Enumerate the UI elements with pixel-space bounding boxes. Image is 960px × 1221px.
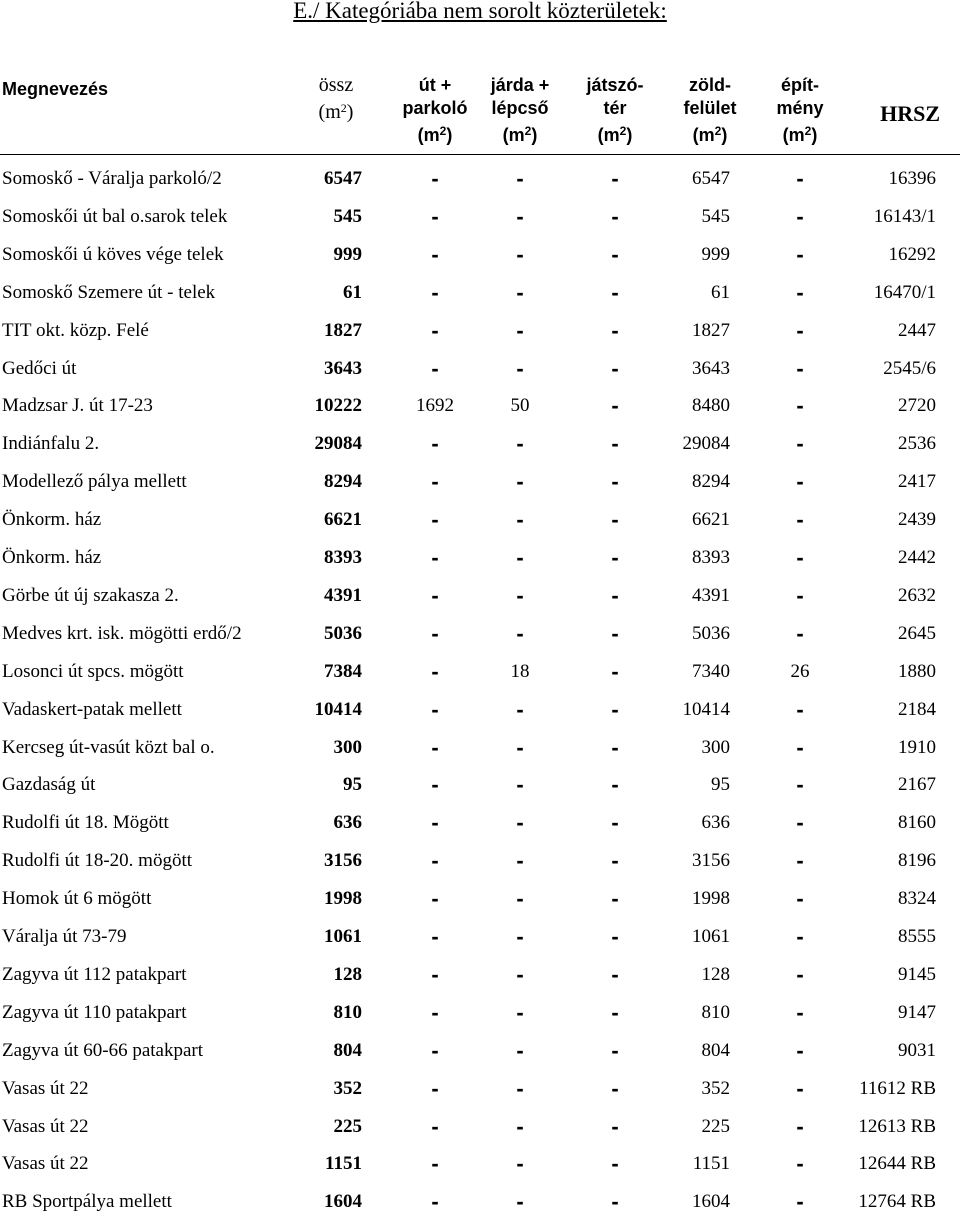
cell-jatszo: - bbox=[611, 962, 619, 987]
cell-jarda: - bbox=[516, 697, 524, 722]
cell-jatszo: - bbox=[611, 659, 619, 684]
cell-epit: - bbox=[796, 318, 804, 343]
cell-hrsz: 2720 bbox=[898, 395, 936, 416]
cell-epit: - bbox=[796, 697, 804, 722]
table-row bbox=[0, 160, 960, 198]
cell-hrsz: 9031 bbox=[898, 1040, 936, 1061]
cell-jatszo: - bbox=[611, 431, 619, 456]
cell-epit: - bbox=[796, 962, 804, 987]
cell-hrsz: 2632 bbox=[898, 585, 936, 606]
cell-epit: - bbox=[796, 886, 804, 911]
cell-jatszo: - bbox=[611, 507, 619, 532]
header-jarda-lepcso: járda + lépcső $(m^2)$ bbox=[490, 75, 550, 145]
cell-zold: 1151 bbox=[692, 1153, 730, 1174]
cell-hrsz: 2184 bbox=[898, 699, 936, 720]
cell-ossz: 352 bbox=[333, 1078, 362, 1099]
cell-zold: 8480 bbox=[692, 395, 730, 416]
cell-jatszo: - bbox=[611, 810, 619, 835]
cell-hrsz: 8160 bbox=[898, 812, 936, 833]
cell-jatszo: - bbox=[611, 469, 619, 494]
cell-hrsz: 2167 bbox=[898, 774, 936, 795]
cell-ut: - bbox=[431, 1076, 439, 1101]
cell-jatszo: - bbox=[611, 848, 619, 873]
cell-epit: - bbox=[796, 735, 804, 760]
cell-ossz: 8294 bbox=[324, 471, 362, 492]
cell-zold: 1604 bbox=[692, 1191, 730, 1212]
cell-hrsz: 1910 bbox=[898, 737, 936, 758]
cell-name: Madzsar J. út 17-23 bbox=[2, 395, 153, 416]
cell-zold: 7340 bbox=[692, 661, 730, 682]
cell-zold: 128 bbox=[701, 964, 730, 985]
cell-jarda: - bbox=[516, 886, 524, 911]
cell-name: Losonci út spcs. mögött bbox=[2, 661, 184, 682]
cell-zold: 804 bbox=[701, 1040, 730, 1061]
table-row bbox=[0, 691, 960, 729]
table-row bbox=[0, 1183, 960, 1221]
cell-epit: - bbox=[796, 848, 804, 873]
cell-ossz: 804 bbox=[333, 1040, 362, 1061]
table-row bbox=[0, 729, 960, 767]
cell-hrsz: 16292 bbox=[888, 244, 936, 265]
cell-ut: - bbox=[431, 659, 439, 684]
cell-ut: - bbox=[431, 1151, 439, 1176]
cell-name: Gazdaság út bbox=[2, 774, 96, 795]
cell-ossz: 6621 bbox=[324, 509, 362, 530]
cell-jarda: - bbox=[516, 1076, 524, 1101]
cell-name: Vasas út 22 bbox=[2, 1116, 89, 1137]
cell-zold: 95 bbox=[711, 774, 730, 795]
cell-ossz: 4391 bbox=[324, 585, 362, 606]
cell-epit: - bbox=[796, 280, 804, 305]
table-header bbox=[0, 74, 960, 155]
cell-jatszo: - bbox=[611, 924, 619, 949]
cell-hrsz: 12644 RB bbox=[858, 1153, 936, 1174]
cell-ossz: 1151 bbox=[325, 1153, 362, 1174]
cell-ossz: 225 bbox=[333, 1116, 362, 1137]
table-row bbox=[0, 198, 960, 236]
table-row bbox=[0, 539, 960, 577]
header-megnevezes: Megnevezés bbox=[2, 79, 109, 99]
cell-ossz: 810 bbox=[333, 1002, 362, 1023]
cell-hrsz: 8196 bbox=[898, 850, 936, 871]
header-ut-parkolo: út + parkoló $(m^2)$ bbox=[402, 75, 468, 145]
cell-zold: 3643 bbox=[692, 358, 730, 379]
table-row bbox=[0, 615, 960, 653]
cell-jatszo: - bbox=[611, 204, 619, 229]
cell-jatszo: - bbox=[611, 583, 619, 608]
cell-hrsz: 16143/1 bbox=[873, 206, 936, 227]
cell-hrsz: 8324 bbox=[898, 888, 936, 909]
table-row bbox=[0, 1145, 960, 1183]
cell-epit: - bbox=[796, 1151, 804, 1176]
cell-zold: 61 bbox=[711, 282, 730, 303]
cell-jatszo: - bbox=[611, 1000, 619, 1025]
table-row bbox=[0, 501, 960, 539]
cell-ut: - bbox=[431, 1000, 439, 1025]
cell-hrsz: 1880 bbox=[898, 661, 936, 682]
cell-name: Medves krt. isk. mögötti erdő/2 bbox=[2, 623, 242, 644]
cell-name: TIT okt. közp. Felé bbox=[2, 320, 149, 341]
cell-zold: 6547 bbox=[692, 168, 730, 189]
table-row bbox=[0, 387, 960, 425]
table-row bbox=[0, 236, 960, 274]
cell-ut: 1692 bbox=[416, 395, 454, 416]
cell-epit: - bbox=[796, 469, 804, 494]
cell-epit: - bbox=[796, 583, 804, 608]
cell-name: Somoskői ú köves vége telek bbox=[2, 244, 224, 265]
cell-zold: 3156 bbox=[692, 850, 730, 871]
cell-name: Vasas út 22 bbox=[2, 1153, 89, 1174]
cell-jatszo: - bbox=[611, 356, 619, 381]
cell-jarda: - bbox=[516, 848, 524, 873]
cell-ossz: 1604 bbox=[324, 1191, 362, 1212]
cell-ut: - bbox=[431, 886, 439, 911]
cell-epit: - bbox=[796, 1038, 804, 1063]
cell-jarda: - bbox=[516, 583, 524, 608]
cell-zold: 5036 bbox=[692, 623, 730, 644]
table-row bbox=[0, 1032, 960, 1070]
cell-hrsz: 2447 bbox=[898, 320, 936, 341]
table-row bbox=[0, 425, 960, 463]
cell-jarda: - bbox=[516, 621, 524, 646]
cell-jatszo: - bbox=[611, 1151, 619, 1176]
cell-ossz: 128 bbox=[333, 964, 362, 985]
cell-ut: - bbox=[431, 356, 439, 381]
table-row bbox=[0, 312, 960, 350]
cell-name: Zagyva út 110 patakpart bbox=[2, 1002, 187, 1023]
cell-ut: - bbox=[431, 545, 439, 570]
cell-jatszo: - bbox=[611, 318, 619, 343]
cell-ossz: 7384 bbox=[324, 661, 362, 682]
cell-name: RB Sportpálya mellett bbox=[2, 1191, 172, 1212]
cell-zold: 29084 bbox=[682, 433, 730, 454]
cell-name: Indiánfalu 2. bbox=[2, 433, 100, 454]
cell-ut: - bbox=[431, 810, 439, 835]
cell-jatszo: - bbox=[611, 1076, 619, 1101]
cell-name: Somoskői út bal o.sarok telek bbox=[2, 206, 228, 227]
cell-jarda: - bbox=[516, 924, 524, 949]
cell-ossz: 300 bbox=[333, 737, 362, 758]
cell-epit: - bbox=[796, 166, 804, 191]
cell-name: Kercseg út-vasút közt bal o. bbox=[2, 737, 215, 758]
cell-jarda: - bbox=[516, 962, 524, 987]
cell-hrsz: 2417 bbox=[898, 471, 936, 492]
cell-zold: 352 bbox=[701, 1078, 730, 1099]
cell-ut: - bbox=[431, 1189, 439, 1214]
cell-jarda: - bbox=[516, 810, 524, 835]
cell-jatszo: - bbox=[611, 697, 619, 722]
cell-name: Vadaskert-patak mellett bbox=[2, 699, 182, 720]
cell-hrsz: 2442 bbox=[898, 547, 936, 568]
cell-name: Rudolfi út 18-20. mögött bbox=[2, 850, 192, 871]
cell-jarda: - bbox=[516, 1189, 524, 1214]
cell-epit: - bbox=[796, 431, 804, 456]
cell-ut: - bbox=[431, 697, 439, 722]
cell-epit: - bbox=[796, 924, 804, 949]
cell-ossz: 6547 bbox=[324, 168, 362, 189]
cell-jarda: - bbox=[516, 431, 524, 456]
table-row bbox=[0, 994, 960, 1032]
table-row bbox=[0, 463, 960, 501]
cell-zold: 1061 bbox=[692, 926, 730, 947]
cell-epit: - bbox=[796, 1076, 804, 1101]
cell-jatszo: - bbox=[611, 735, 619, 760]
cell-jatszo: - bbox=[611, 393, 619, 418]
cell-jatszo: - bbox=[611, 772, 619, 797]
cell-zold: 225 bbox=[701, 1116, 730, 1137]
cell-ossz: 10222 bbox=[314, 395, 362, 416]
cell-hrsz: 11612 RB bbox=[859, 1078, 936, 1099]
cell-zold: 4391 bbox=[692, 585, 730, 606]
cell-ut: - bbox=[431, 848, 439, 873]
cell-ut: - bbox=[431, 1038, 439, 1063]
cell-ossz: 999 bbox=[333, 244, 362, 265]
cell-jarda: - bbox=[516, 507, 524, 532]
header-ossz: össz $(m^2)$ bbox=[318, 74, 354, 123]
cell-ut: - bbox=[431, 621, 439, 646]
cell-name: Vasas út 22 bbox=[2, 1078, 89, 1099]
cell-jarda: 18 bbox=[510, 661, 530, 682]
cell-name: Gedőci út bbox=[2, 358, 77, 379]
cell-jatszo: - bbox=[611, 1114, 619, 1139]
cell-hrsz: 9145 bbox=[898, 964, 936, 985]
cell-name: Görbe út új szakasza 2. bbox=[2, 585, 179, 606]
cell-name: Zagyva út 112 patakpart bbox=[2, 964, 187, 985]
table-row bbox=[0, 350, 960, 388]
cell-zold: 1998 bbox=[692, 888, 730, 909]
cell-epit: 26 bbox=[790, 661, 810, 682]
cell-ut: - bbox=[431, 735, 439, 760]
cell-epit: - bbox=[796, 393, 804, 418]
cell-ut: - bbox=[431, 962, 439, 987]
cell-jarda: - bbox=[516, 166, 524, 191]
cell-jatszo: - bbox=[611, 621, 619, 646]
cell-hrsz: 8555 bbox=[898, 926, 936, 947]
cell-epit: - bbox=[796, 545, 804, 570]
cell-jatszo: - bbox=[611, 242, 619, 267]
cell-name: Önkorm. ház bbox=[2, 509, 102, 530]
cell-ossz: 95 bbox=[343, 774, 362, 795]
cell-ossz: 3156 bbox=[324, 850, 362, 871]
cell-ossz: 29084 bbox=[314, 433, 362, 454]
cell-epit: - bbox=[796, 356, 804, 381]
cell-name: Somoskő - Váralja parkoló/2 bbox=[2, 168, 222, 189]
cell-epit: - bbox=[796, 772, 804, 797]
cell-jatszo: - bbox=[611, 886, 619, 911]
cell-ossz: 545 bbox=[333, 206, 362, 227]
table-row bbox=[0, 842, 960, 880]
cell-ut: - bbox=[431, 583, 439, 608]
cell-ossz: 3643 bbox=[324, 358, 362, 379]
cell-ut: - bbox=[431, 469, 439, 494]
cell-hrsz: 12613 RB bbox=[858, 1116, 936, 1137]
cell-zold: 8294 bbox=[692, 471, 730, 492]
cell-epit: - bbox=[796, 810, 804, 835]
cell-name: Somoskő Szemere út - telek bbox=[2, 282, 216, 303]
table-row bbox=[0, 1108, 960, 1146]
cell-zold: 545 bbox=[701, 206, 730, 227]
cell-ut: - bbox=[431, 166, 439, 191]
cell-hrsz: 16470/1 bbox=[873, 282, 936, 303]
cell-epit: - bbox=[796, 204, 804, 229]
cell-zold: 999 bbox=[701, 244, 730, 265]
cell-ut: - bbox=[431, 280, 439, 305]
table-row bbox=[0, 274, 960, 312]
cell-jatszo: - bbox=[611, 280, 619, 305]
cell-epit: - bbox=[796, 621, 804, 646]
cell-jatszo: - bbox=[611, 545, 619, 570]
cell-ossz: 1998 bbox=[324, 888, 362, 909]
cell-hrsz: 2645 bbox=[898, 623, 936, 644]
cell-ossz: 1827 bbox=[324, 320, 362, 341]
cell-name: Zagyva út 60-66 patakpart bbox=[2, 1040, 204, 1061]
table-row bbox=[0, 766, 960, 804]
cell-hrsz: 2439 bbox=[898, 509, 936, 530]
cell-zold: 1827 bbox=[692, 320, 730, 341]
cell-hrsz: 2545/6 bbox=[883, 358, 936, 379]
cell-jarda: - bbox=[516, 280, 524, 305]
cell-hrsz: 16396 bbox=[888, 168, 936, 189]
cell-jarda: - bbox=[516, 356, 524, 381]
cell-jarda: - bbox=[516, 1038, 524, 1063]
cell-jatszo: - bbox=[611, 1189, 619, 1214]
cell-ossz: 10414 bbox=[314, 699, 362, 720]
cell-ut: - bbox=[431, 924, 439, 949]
header-epitmeny: épít- mény $(m^2)$ bbox=[776, 75, 824, 145]
cell-jarda: - bbox=[516, 772, 524, 797]
cell-jatszo: - bbox=[611, 1038, 619, 1063]
cell-epit: - bbox=[796, 242, 804, 267]
cell-ut: - bbox=[431, 242, 439, 267]
cell-name: Rudolfi út 18. Mögött bbox=[2, 812, 169, 833]
header-zoldfelulet: zöld- felület $(m^2)$ bbox=[683, 75, 737, 145]
table-row bbox=[0, 577, 960, 615]
cell-epit: - bbox=[796, 1189, 804, 1214]
cell-ossz: 5036 bbox=[324, 623, 362, 644]
cell-jarda: - bbox=[516, 204, 524, 229]
table-row bbox=[0, 1070, 960, 1108]
header-hrsz: HRSZ bbox=[880, 101, 940, 126]
cell-jarda: - bbox=[516, 545, 524, 570]
cell-jarda: - bbox=[516, 1151, 524, 1176]
cell-ossz: 8393 bbox=[324, 547, 362, 568]
table-row bbox=[0, 918, 960, 956]
cell-ossz: 636 bbox=[333, 812, 362, 833]
table-row bbox=[0, 653, 960, 691]
cell-jarda: - bbox=[516, 1000, 524, 1025]
cell-epit: - bbox=[796, 1000, 804, 1025]
page-title: E./ Kategóriába nem sorolt közterületek: bbox=[293, 0, 667, 23]
cell-name: Homok út 6 mögött bbox=[2, 888, 152, 909]
cell-jarda: - bbox=[516, 318, 524, 343]
cell-zold: 810 bbox=[701, 1002, 730, 1023]
cell-zold: 6621 bbox=[692, 509, 730, 530]
cell-ut: - bbox=[431, 204, 439, 229]
header-jatszoter: játszó- tér $(m^2)$ bbox=[586, 75, 644, 145]
table-row bbox=[0, 880, 960, 918]
cell-hrsz: 2536 bbox=[898, 433, 936, 454]
cell-jarda: - bbox=[516, 469, 524, 494]
cell-ut: - bbox=[431, 431, 439, 456]
cell-name: Önkorm. ház bbox=[2, 547, 102, 568]
cell-jarda: - bbox=[516, 735, 524, 760]
cell-epit: - bbox=[796, 507, 804, 532]
cell-zold: 636 bbox=[701, 812, 730, 833]
cell-zold: 10414 bbox=[682, 699, 730, 720]
cell-jarda: 50 bbox=[510, 395, 530, 416]
cell-name: Modellező pálya mellett bbox=[2, 471, 187, 492]
cell-ossz: 61 bbox=[343, 282, 362, 303]
cell-hrsz: 9147 bbox=[898, 1002, 936, 1023]
cell-jarda: - bbox=[516, 1114, 524, 1139]
cell-zold: 8393 bbox=[692, 547, 730, 568]
table-row bbox=[0, 804, 960, 842]
table-row bbox=[0, 956, 960, 994]
cell-hrsz: 12764 RB bbox=[858, 1191, 936, 1212]
cell-name: Váralja út 73-79 bbox=[2, 926, 127, 947]
cell-ut: - bbox=[431, 1114, 439, 1139]
cell-jarda: - bbox=[516, 242, 524, 267]
cell-jatszo: - bbox=[611, 166, 619, 191]
cell-ut: - bbox=[431, 507, 439, 532]
cell-epit: - bbox=[796, 1114, 804, 1139]
cell-ut: - bbox=[431, 772, 439, 797]
cell-ossz: 1061 bbox=[324, 926, 362, 947]
cell-ut: - bbox=[431, 318, 439, 343]
cell-zold: 300 bbox=[701, 737, 730, 758]
